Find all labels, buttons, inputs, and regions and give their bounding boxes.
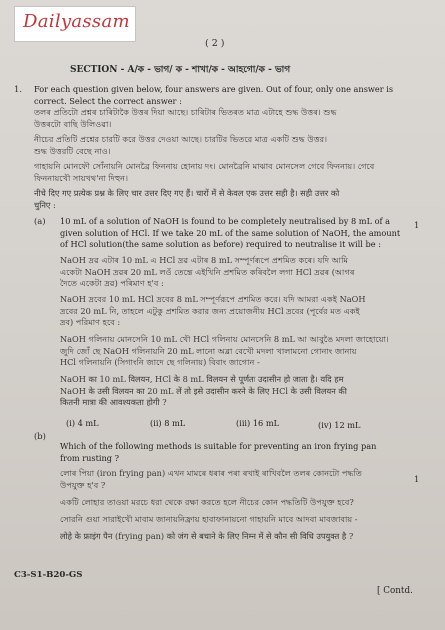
question-a-line: NaOH দ্রবের 10 mL HCl দ্রবের 8 mL সম্পূর্ণরূপে প্রশমিত করে। যদি আমরা একই NaOH (60, 294, 366, 304)
question-b-marks: 1 (414, 474, 420, 484)
question-a-label: (a) (34, 216, 46, 226)
question-b-line: Which of the following methods is suitable for preventing an iron frying pan (60, 441, 377, 451)
question-a-line: NaOH का 10 mL विलयन, HCl के 8 mL विलयन से पूर्णतः उदासीन हो जाता है। यदि हम (60, 374, 344, 384)
question-a-line: NaOH গলিনায় মোনসেনি 10 mL খৌ HCl গলিনায় মোনসেনি 8 mL আ আবুঙৈ মদলা জাহোয়ো। (60, 334, 389, 344)
section-heading: SECTION - A/ক - ভাগ/ ক - শাখা/ক - আহগো/ক - ভাগ (70, 65, 291, 75)
question-a-line: দ্রব) পরিমাণ হবে : (60, 317, 121, 328)
instruction-line: গাহায়নি মোনফৌ সোঁনায়নি মোনব্ৰৈ ফিননায় হোনায় দং। মোনব্ৰৈনি মাঝাব মোনসেল গেবে ফিননায়। গেবে (34, 161, 375, 171)
question-a-line: দৈতে একেটা দ্ৰৱ) পৰিমাণ হ'ব : (60, 278, 164, 289)
option-a-ii: (ii) 8 mL (150, 418, 186, 428)
question-number: 1. (14, 84, 22, 94)
question-a-line: कितनी मात्रा की आवश्यकता होगी ? (60, 397, 167, 408)
question-a-line: HCl গলিনায়নি (সিগাংনি জাদে ছে গলিনায়) বিবাং জাগোন - (60, 357, 260, 368)
instruction-line: উত্তৰটো বাছি উলিওৱা। (34, 118, 112, 129)
instruction-line: ফিননায়খৌ সায়খথ'না দিহুন। (34, 172, 128, 183)
question-b-line: একটি লোহার তাওয়া মরচে ধরা থেকে রক্ষা করতে হলে নীচের কোন পদ্ধতিটি উপযুক্ত হবে? (60, 497, 354, 507)
question-a-line: জুদি জোঁ ছে NaOH গলিনায়নি 20 mL লানো অব্লা বেখৌ মদলা খালামনো গোনাং জানায় (60, 345, 357, 356)
instruction-line: নীচের প্রতিটি প্রশ্নের চারটি করে উত্তর দেওয়া আছে। চারটির ভিতরে মাত্র একটি শুদ্ধ উত্তর। (34, 134, 328, 144)
question-b-line: লোৰ পিয়া (iron frying pan) এখন মামৰে ধৰাৰ পৰা ৰখাই ৰাখিবলৈ তলৰ কোনটো পদ্ধতি (60, 468, 362, 478)
question-b-line: from rusting ? (60, 452, 120, 463)
footer-code: C3-S1-B20-GS (14, 570, 83, 580)
instruction-line: चुनिए : (34, 199, 56, 210)
instruction-line: শুদ্ধ উত্তরটি বেছে নাও। (34, 145, 111, 156)
instruction-line: তলৰ প্ৰতিটো প্ৰশ্নৰ চাৰিটাকৈ উত্তৰ দিয়া আছে। চাৰিটাৰ ভিতৰত মাত্ৰ এটাহে শুদ্ধ উত্তৰ। শুদ্ধ (34, 107, 337, 118)
question-b-line: लोहे के फ्राइंग पैन (frying pan) को जंग से बचाने के लिए निम्न में से कौन सी विधि उपयुक्त है ? (60, 531, 354, 541)
question-a-line: NaOH দ্ৰৱ এটাৰ 10 mL এ HCl দ্ৰৱ এটাৰ 8 mL সম্পূৰ্ণৰূপে প্ৰশমিত কৰে। যদি আমি (60, 255, 349, 265)
watermark-text: Dailyassam (23, 11, 130, 32)
question-b-label: (b) (34, 431, 46, 441)
question-a-line: দ্রবের 20 mL নি, তাহলে এটুকু প্রশমিত করার জন্য প্রয়োজনীয় HCl দ্রবের (পূর্বের মত একই (60, 305, 360, 316)
instruction-line: correct. Select the correct answer : (34, 95, 182, 106)
question-a-line: given solution of HCl. If we take 20 mL of the same solution of NaOH, the amount (60, 227, 401, 238)
question-a-line: of HCl solution(the same solution as before) required to neutralise it will be : (60, 239, 381, 250)
question-a-line: একেটা NaOH দ্ৰৱৰ 20 mL লওঁ তেন্তে এইখিনি প্ৰশমিত কৰিবলৈ লগা HCl দ্ৰৱৰ (আগৰ (60, 266, 355, 277)
option-a-iii: (iii) 16 mL (236, 418, 280, 428)
question-b-line: সোরনি গুয়া সারাইখৌ মাবাম জানায়নিফ্রায় হাবাফানায়নো গাহায়নি মাবে আদবা মাবজাবায় - (60, 514, 358, 524)
question-a-marks: 1 (414, 220, 420, 230)
instruction-line: नीचे दिए गए प्रत्येक प्रश्न के लिए चार उत्तर दिए गए हैं। चारों में से केवल एक उत्तर सही है। सही उत्तर को (34, 188, 340, 198)
question-a-line: NaOH के उसी विलयन का 20 mL लें तो इसे उदासीन करने के लिए HCl के उसी विलयन की (60, 385, 347, 396)
question-b-line: উপযুক্ত হ'ব ? (60, 479, 106, 490)
watermark-logo (14, 6, 136, 42)
instruction-line: For each question given below, four answers are given. Out of four, only one answer is (34, 84, 394, 94)
option-a-i: (i) 4 mL (66, 418, 99, 428)
option-a-iv: (iv) 12 mL (318, 420, 361, 430)
continued-marker: [ Contd. (377, 586, 413, 596)
page-number: ( 2 ) (205, 38, 225, 49)
question-a-line: 10 mL of a solution of NaOH is found to be completely neutralised by 8 mL of a (60, 216, 391, 226)
